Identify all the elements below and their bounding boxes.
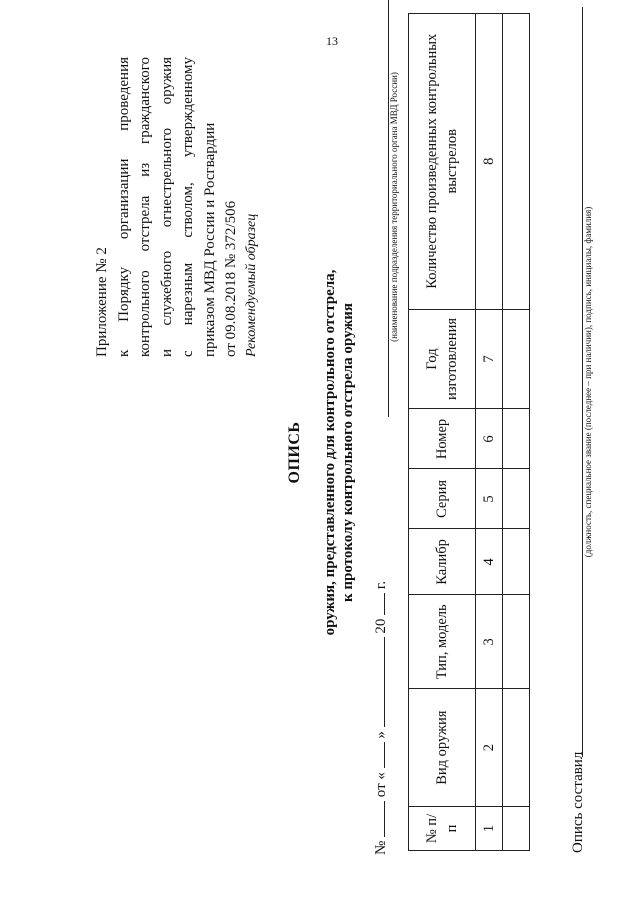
empty-cell (503, 469, 530, 529)
table-header-row (409, 14, 476, 851)
sample-label: Рекомендуемый образец (244, 213, 259, 357)
empty-cell (503, 689, 530, 807)
appendix-line: контрольного отстрела из гражданского (137, 57, 153, 357)
empty-cell (503, 807, 530, 851)
date-quote-close: » (373, 731, 389, 739)
signed-by-label: Опись составил (570, 751, 586, 853)
appendix-line: с нарезным стволом, утвержденному (180, 57, 196, 357)
empty-cell (503, 14, 530, 310)
signature-caption: (должность, специальное звание (последнее – при наличии), подпись, инициалы, фамилия) (583, 206, 593, 558)
weapons-table (408, 13, 530, 851)
table-empty-row (503, 14, 530, 851)
appendix-title: Приложение № 2 (94, 247, 110, 357)
document-subtitle: оружия, представленного для контрольного отстрела, (322, 269, 338, 636)
column-number-cell: 8 (476, 14, 503, 310)
column-number-cell: 2 (476, 689, 503, 807)
column-number-cell: 3 (476, 595, 503, 689)
number-date-line (370, 581, 390, 855)
column-number-cell: 1 (476, 807, 503, 851)
column-number-cell: 7 (476, 309, 503, 409)
appendix-line: приказом МВД России и Росгвардии (201, 122, 218, 357)
document-title: ОПИСЬ (286, 421, 303, 484)
year-suffix: г. (373, 580, 389, 590)
appendix-line: к Порядку организации проведения (115, 57, 132, 357)
column-number-cell: 4 (476, 529, 503, 595)
year-blank (370, 593, 385, 615)
day-blank (370, 742, 385, 768)
empty-cell (503, 529, 530, 595)
header-cell: Количество произведенных контрольных выстрелов (409, 14, 476, 310)
year-prefix: 20 (373, 618, 389, 634)
empty-cell (503, 595, 530, 689)
header-cell: Тип, модель (409, 595, 476, 689)
page-number: 13 (326, 34, 338, 48)
appendix-block (92, 57, 243, 357)
header-cell: Серия (409, 469, 476, 529)
header-cell: Год изготовления (409, 309, 476, 409)
header-cell: Вид оружия (409, 689, 476, 807)
empty-cell (503, 309, 530, 409)
column-number-cell: 5 (476, 469, 503, 529)
appendix-line: от 09.08.2018 № 372/506 (223, 200, 239, 357)
number-sign: № (373, 840, 389, 855)
empty-cell (503, 409, 530, 469)
header-cell: № п/п (409, 807, 476, 851)
appendix-line: и служебного огнестрельного оружия (158, 57, 175, 357)
document-subtitle-2: к протоколу контрольного отстрела оружия (340, 302, 356, 603)
month-blank (370, 637, 385, 727)
column-number-cell: 6 (476, 409, 503, 469)
header-cell: Калибр (409, 529, 476, 595)
header-cell: Номер (409, 409, 476, 469)
date-from-label: от « (373, 772, 389, 798)
org-name-caption: (наименование подразделения территориального органа МВД России) (389, 72, 399, 342)
column-number-row (476, 14, 503, 851)
number-blank (370, 801, 385, 837)
